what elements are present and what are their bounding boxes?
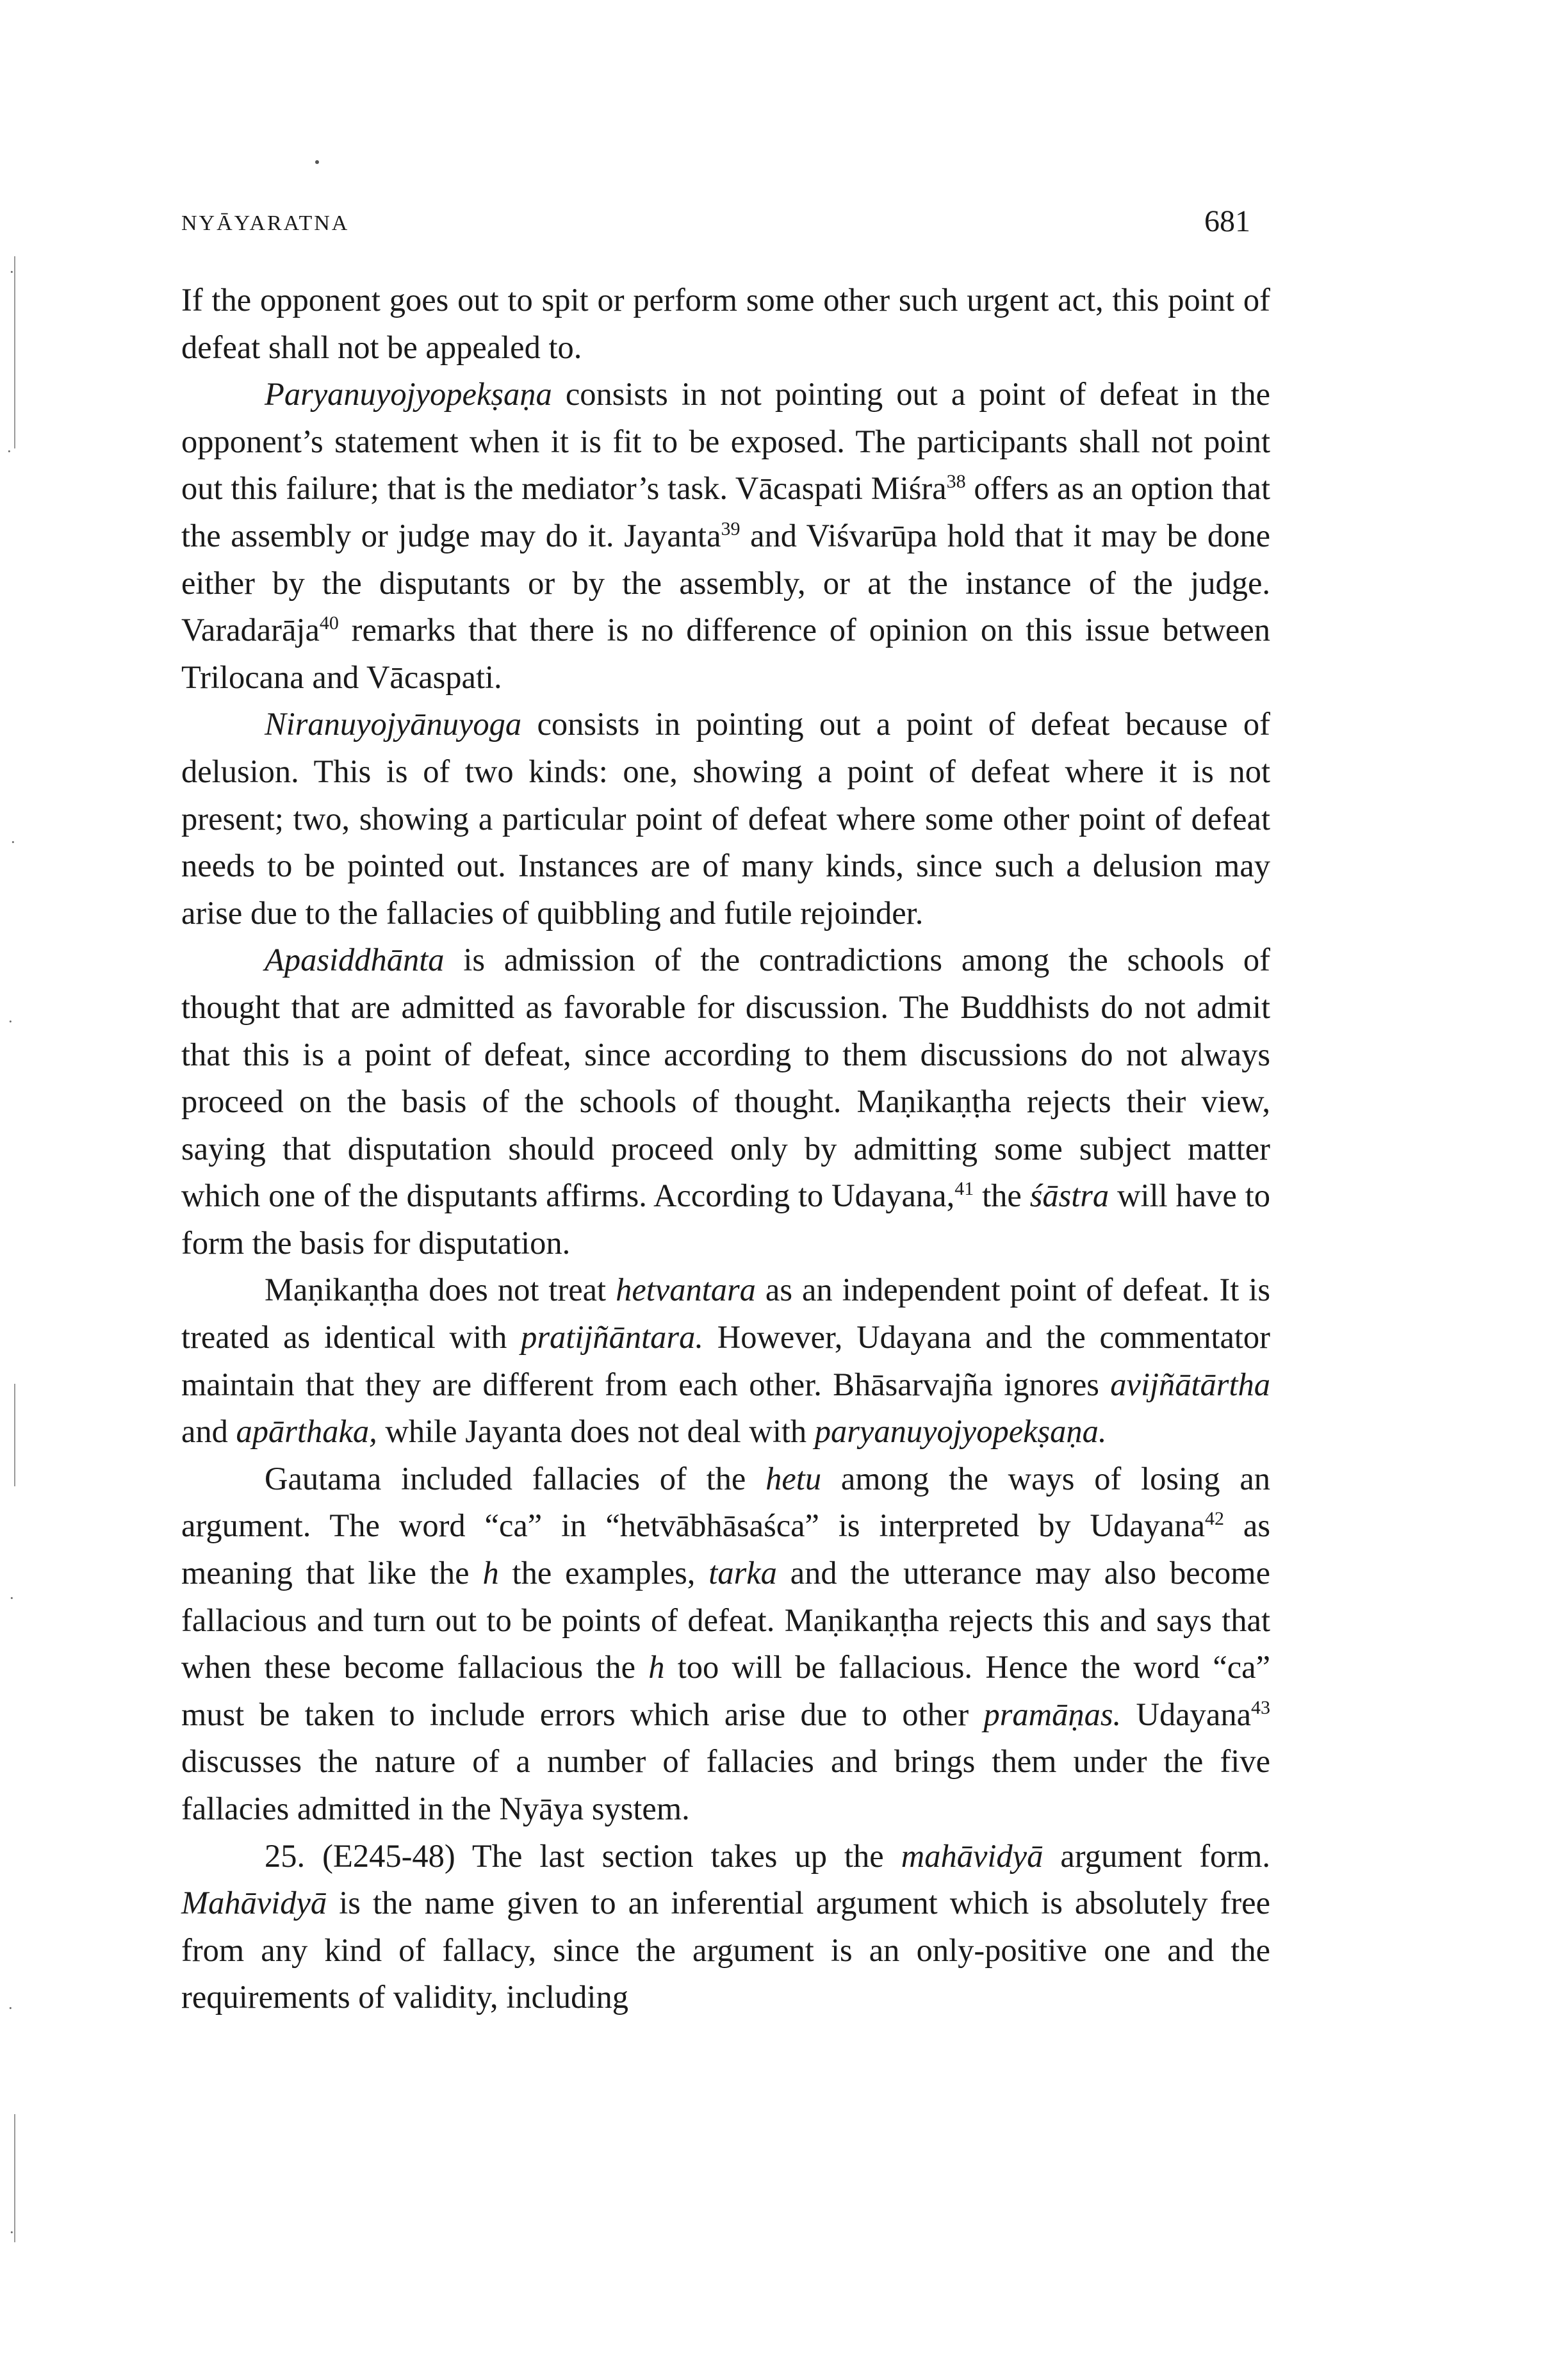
italic-term: Paryanuyojyopekṣaṇa <box>265 376 552 413</box>
paragraph-p2 <box>181 371 1270 701</box>
footnote-ref: 43 <box>1251 1696 1271 1718</box>
margin-speck: · <box>8 1999 13 2017</box>
text-run: the <box>974 1178 1030 1214</box>
footnote-ref: 41 <box>954 1178 974 1200</box>
text-run: as an independent point of defeat. It is treated as identical with <box>181 1272 1270 1356</box>
text-run: If the opponent goes out to spit or perform some other such urgent act, this point of defeat shall not be appealed to. <box>181 282 1270 365</box>
running-head: NYĀYARATNA <box>181 211 350 235</box>
footnote-ref: 38 <box>946 471 966 493</box>
italic-term: hetvantara <box>616 1272 756 1308</box>
italic-term: śāstra <box>1029 1178 1109 1214</box>
text-run: Maṇikaṇṭha does not treat <box>265 1272 616 1308</box>
footnote-ref: 39 <box>721 518 741 540</box>
italic-term: pratijñāntara. <box>521 1319 703 1356</box>
paragraph-p4 <box>181 937 1270 1267</box>
text-run: Gautama included fallacies of the <box>265 1460 766 1497</box>
text-run: and <box>181 1413 236 1450</box>
text-run: is the name given to an inferential argument which is absolutely free from any kind of fallacy, since the argument is an only-positive one and the requirements of validity, including <box>181 1885 1270 2015</box>
text-run: too will be fallacious. Hence the word “ca” must be taken to include errors which arise due to other <box>181 1649 1270 1732</box>
text-run: argument form. <box>1043 1837 1270 1874</box>
margin-speck: · <box>9 1589 15 1607</box>
text-run: among the ways of losing an argument. The word “ca” in “hetvābhāsaśca” is interpreted by Udayana <box>181 1460 1270 1544</box>
print-speck <box>315 160 319 164</box>
text-run: and Viśvarūpa hold that it may be done either by the disputants or by the assembly, or at the instance of the judge. Varadarāja <box>181 517 1270 648</box>
text-run: However, Udayana and the commentator maintain that they are different from each other. Bhāsarvajña ignores <box>181 1319 1270 1402</box>
text-run: 25. (E245-48) The last section takes up the <box>265 1837 901 1874</box>
margin-speck: · <box>6 442 12 461</box>
binding-edge-line <box>14 1384 15 1486</box>
text-run: the examples, <box>498 1555 709 1591</box>
italic-term: tarka <box>708 1555 777 1591</box>
margin-speck: · <box>10 833 16 851</box>
text-run: is admission of the contradictions among the schools of thought that are admitted as favorable for discussion. The Buddhists do not admit that this is a point of defeat, since according to them discussions do not always proceed on the basis of the schools of thought. Maṇikaṇṭha rejects their view, saying that disputation should proceed only by admitting some subject matter which one of the disputants affirms. According to Udayana, <box>181 942 1270 1214</box>
italic-term: mahāvidyā <box>901 1837 1043 1874</box>
text-run: consists in pointing out a point of defeat because of delusion. This is of two kinds: one, showing a point of defeat where it is not present; two, showing a particular point of defeat where some other point of defeat needs to be pointed out. Instances are of many kinds, since such a delusion may arise due to the fallacies of quibbling and futile rejoinder. <box>181 706 1270 931</box>
text-run: and the utterance may also become fallacious and turn out to be points of defeat. Maṇikaṇṭha rejects this and says that when these become fallacious the <box>181 1555 1270 1686</box>
text-run: remarks that there is no difference of opinion on this issue between Trilocana and Vācaspati. <box>181 612 1270 695</box>
page-number: 681 <box>1204 204 1250 238</box>
italic-term: Apasiddhānta <box>265 942 445 978</box>
footnote-ref: 40 <box>319 612 339 634</box>
text-run: while Jayanta does not deal with <box>377 1413 815 1450</box>
italic-term: avijñātārtha <box>1110 1366 1270 1402</box>
binding-edge-line <box>14 256 15 448</box>
footnote-ref: 42 <box>1205 1508 1224 1530</box>
italic-term: pramāṇas. <box>983 1696 1122 1732</box>
text-run: will have to form the basis for disputation. <box>181 1178 1271 1261</box>
italic-term: Mahāvidyā <box>181 1885 327 1921</box>
margin-speck: · <box>9 2223 15 2242</box>
paragraph-p6 <box>181 1456 1270 1833</box>
text-run: as meaning that like the <box>181 1507 1270 1591</box>
text-run: offers as an option that the assembly or judge may do it. Jayanta <box>181 470 1270 554</box>
italic-term: Niranuyojyānuyoga <box>265 706 522 743</box>
text-run: discusses the nature of a number of fallacies and brings them under the five fallacies admitted in the Nyāya system. <box>181 1743 1270 1826</box>
italic-term: paryanuyojyopekṣaṇa. <box>814 1413 1107 1450</box>
margin-speck: · <box>9 263 15 281</box>
paragraph-p7 <box>181 1833 1270 2021</box>
italic-term: h <box>482 1555 499 1591</box>
italic-term: hetu <box>765 1460 822 1497</box>
italic-term: h <box>648 1649 665 1686</box>
text-run: consists in not pointing out a point of defeat in the opponent’s statement when it is fit to be exposed. The participants shall not point out this failure; that is the mediator’s task. Vācaspati Miśra <box>181 376 1270 507</box>
paragraph-p3 <box>181 701 1270 937</box>
italic-term: apārthaka, <box>236 1413 377 1450</box>
paragraph-p1 <box>181 277 1270 371</box>
paragraph-p5 <box>181 1267 1270 1455</box>
text-run: Udayana <box>1121 1696 1252 1732</box>
body-text <box>181 277 1270 2021</box>
margin-speck: · <box>8 1012 13 1031</box>
